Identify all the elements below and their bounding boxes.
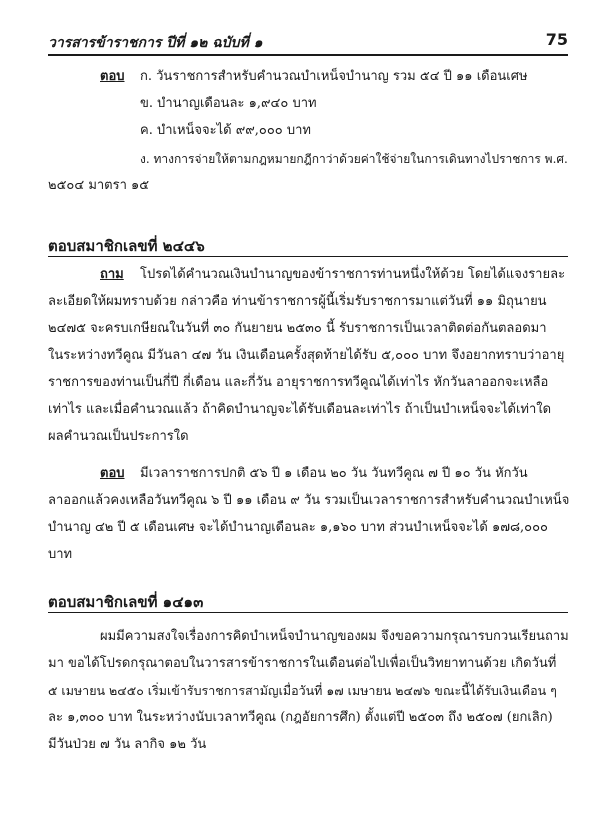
question-line: โปรดได้คำนวณเงินบำนาญของข้าราชการท่านหนึ่งให้ด้วย โดยได้แจงรายละ xyxy=(140,267,566,282)
answer-item-a: ก. วันราชการสำหรับคำนวณบำเหน็จบำนาญ รวม ๕๔ ปี ๑๑ เดือนเศษ xyxy=(140,69,528,84)
letter-line: มีวันป่วย ๗ วัน ลากิจ ๑๒ วัน xyxy=(48,737,207,752)
header-rule xyxy=(48,54,568,56)
page-number: 75 xyxy=(545,30,568,49)
answer-line: บำนาญ ๔๒ ปี ๕ เดือนเศษ จะได้บำนาญเดือนละ ๑,๑๖๐ บาท ส่วนบำเหน็จจะได้ ๑๗๘,๐๐๐ xyxy=(48,520,548,535)
answer-label: ตอบ xyxy=(100,69,125,84)
section-heading-member-1413: ตอบสมาชิกเลขที่ ๑๔๑๓ xyxy=(48,593,204,611)
answer-item-c: ค. บำเหน็จจะได้ ๙๙,๐๐๐ บาท xyxy=(140,123,311,138)
question-line: ๒๔๗๕ จะครบเกษียณในวันที่ ๓๐ กันยายน ๒๕๓๐ นี้ รับราชการเป็นเวลาติดต่อกันตลอดมา xyxy=(48,321,547,336)
answer-item-b: ข. บำนาญเดือนละ ๑,๙๔๐ บาท xyxy=(140,96,317,111)
section-heading-member-2446: ตอบสมาชิกเลขที่ ๒๔๔๖ xyxy=(48,237,205,255)
answer-line: ลาออกแล้วคงเหลือวันทวีคูณ ๖ ปี ๑๑ เดือน ๙ วัน รวมเป็นเวลาราชการสำหรับคำนวณบำเหน็จ xyxy=(48,493,570,508)
question-line: ผลคำนวณเป็นประการใด xyxy=(48,429,189,444)
question-line: ละเอียดให้ผมทราบด้วย กล่าวคือ ท่านข้าราชการผู้นี้เริ่มรับราชการมาแต่วันที่ ๑๑ มิถุนายน xyxy=(48,294,547,309)
question-line: ราชการของท่านเป็นกี่ปี กี่เดือน และกี่วัน อายุราชการทวีคูณได้เท่าไร หักวันลาออกจะเหลือ xyxy=(48,375,549,390)
letter-line: ๕ เมษายน ๒๔๕๐ เริ่มเข้ารับราชการสามัญเมื่อวันที่ ๑๗ เมษายน ๒๔๗๖ ขณะนี้ได้รับเงินเดือน ๆ xyxy=(48,683,557,698)
section-rule xyxy=(48,612,568,613)
question-line: ในระหว่างทวีคูณ มีวันลา ๔๗ วัน เงินเดือนครั้งสุดท้ายได้รับ ๕,๐๐๐ บาท จึงอยากทราบว่าอายุ xyxy=(48,348,565,363)
answer-line: บาท xyxy=(48,547,73,562)
journal-title: วารสารข้าราชการ ปีที่ ๑๒ ฉบับที่ ๑ xyxy=(48,35,263,51)
section-rule xyxy=(48,256,568,257)
answer-line: มีเวลาราชการปกติ ๕๖ ปี ๑ เดือน ๒๐ วัน วันทวีคูณ ๗ ปี ๑๐ วัน หักวัน xyxy=(140,466,528,481)
letter-line: ละ ๑,๓๐๐ บาท ในระหว่างนับเวลาทวีคูณ (กฎอัยการศึก) ตั้งแต่ปี ๒๕๐๓ ถึง ๒๕๐๗ (ยกเลิก) xyxy=(48,710,553,725)
question-line: เท่าไร และเมื่อคำนวณแล้ว ถ้าคิดบำนาญจะได้รับเดือนละเท่าไร ถ้าเป็นบำเหน็จจะได้เท่าใด xyxy=(48,402,552,417)
question-label: ถาม xyxy=(100,267,124,282)
letter-line: มา ขอได้โปรดกรุณาตอบในวารสารข้าราชการในเดือนต่อไปเพื่อเป็นวิทยาทานด้วย เกิดวันที่ xyxy=(48,656,557,671)
letter-line: ผมมีความสงใจเรื่องการคิดบำเหน็จบำนาญของผม จึงขอความกรุณารบกวนเรียนถาม xyxy=(100,629,569,644)
answer-item-d: ง. ทางการจ่ายให้ตามกฎหมายกฎีกาว่าด้วยค่าใช้จ่ายในการเดินทางไปราชการ พ.ศ. xyxy=(140,152,568,166)
answer-label: ตอบ xyxy=(100,466,125,481)
page-header xyxy=(48,28,568,52)
answer-item-d-cont: ๒๕๐๔ มาตรา ๑๕ xyxy=(48,178,150,193)
